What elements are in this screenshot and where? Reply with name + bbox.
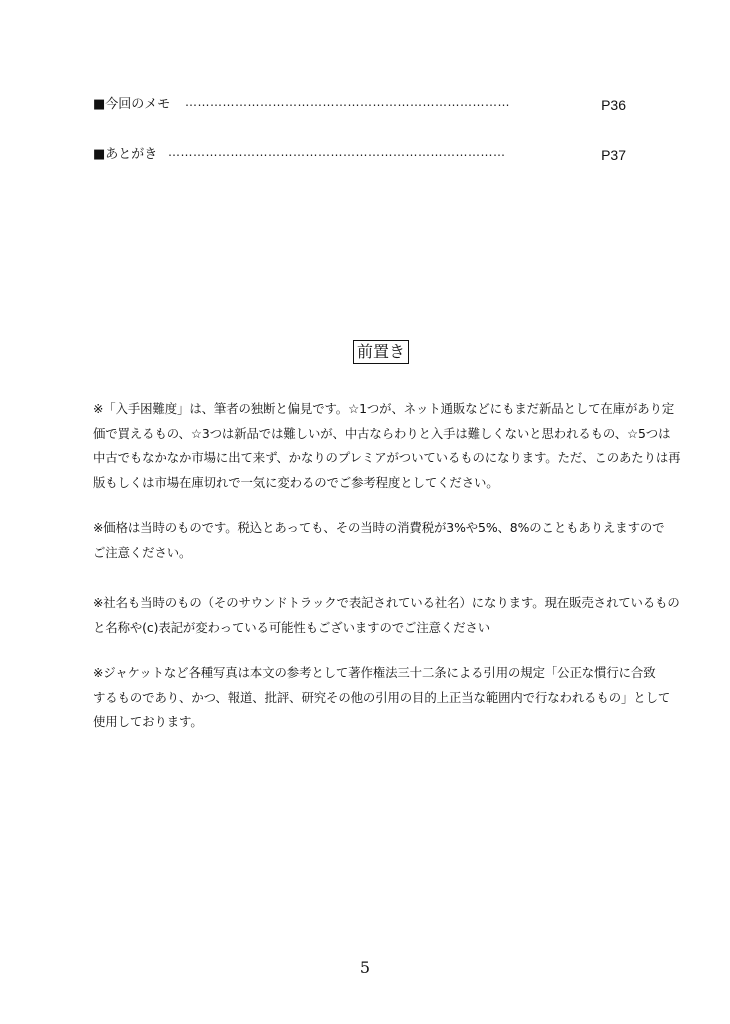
toc-row-afterword: [93, 145, 633, 165]
paragraph-difficulty-note: [93, 397, 683, 495]
text-line: ※「入手困難度」は、筆者の独断と偏見です。☆1つが、ネット通販などにもまだ新品として在庫があり定: [93, 401, 675, 416]
text-line: 中古でもなかなか市場に出て来ず、かなりのプレミアがついているものになります。ただ、このあたりは再: [93, 450, 681, 465]
toc-leader-dots: ……………………………………………………………………: [185, 95, 510, 109]
paragraph-copyright-note: [93, 661, 683, 735]
text-line: 価で買えるもの、☆3つは新品では難しいが、中古ならわりと入手は難しくないと思われるもの、☆5つは: [93, 425, 671, 441]
page-number: 5: [359, 958, 371, 977]
text-line: と名称や(c)表記が変わっている可能性もございますのでご注意ください: [93, 619, 491, 635]
text-line: 使用しております。: [93, 714, 203, 729]
text-line: ※社名も当時のもの（そのサウンドトラックで表記されている社名）になります。現在販売されているもの: [93, 595, 680, 610]
text-line: ご注意ください。: [93, 544, 192, 560]
toc-row-memo: [93, 95, 633, 115]
text-line: 版もしくは市場在庫切れで一気に変わるのでご参考程度としてください。: [93, 474, 499, 490]
paragraph-company-note: [93, 591, 683, 640]
toc-label: ■今回のメモ: [93, 97, 171, 112]
toc-leader-dots: ………………………………………………………………………: [168, 145, 506, 159]
text-line: ※ジャケットなど各種写真は本文の参考として著作権法三十二条による引用の規定「公正な慣行に合致: [93, 665, 656, 680]
toc-page-number: P37: [601, 147, 626, 163]
text-line: ※価格は当時のものです。税込とあっても、その当時の消費税が3%や5%、8%のこともありえますので: [93, 520, 665, 535]
toc-label: ■あとがき: [93, 147, 158, 162]
toc-page-number: P36: [601, 97, 626, 113]
text-line: するものであり、かつ、報道、批評、研究その他の引用の目的上正当な範囲内で行なわれるもの」として: [93, 689, 671, 705]
section-heading: 前置き: [353, 340, 409, 364]
paragraph-price-note: [93, 516, 683, 565]
